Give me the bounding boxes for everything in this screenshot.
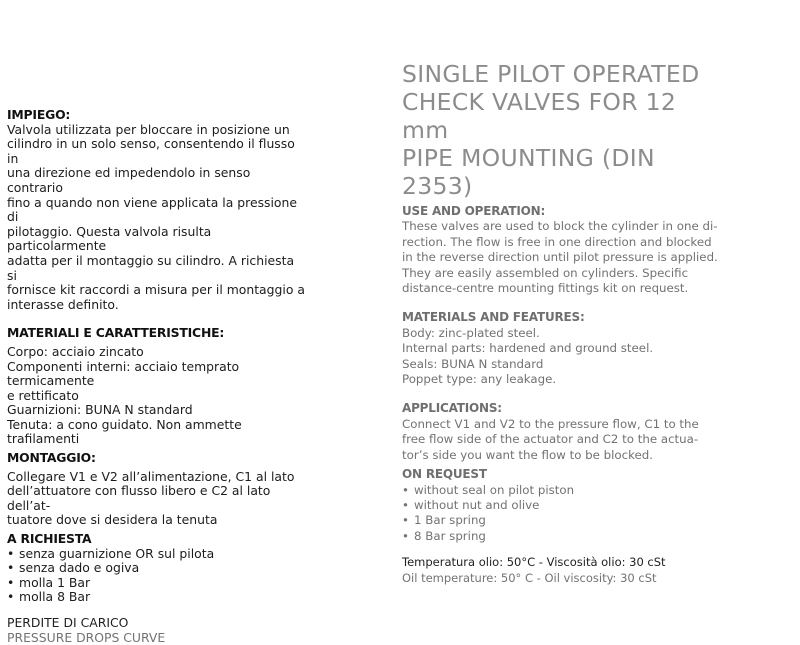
list-item: • senza dado e ogiva xyxy=(7,560,140,576)
temperature-it: Temperatura olio: 50°C - Viscosità olio: 30 cSt xyxy=(402,555,666,570)
applications-heading: APPLICATIONS: xyxy=(402,401,502,416)
materiali-text: Corpo: acciaio zincato Componenti interni: acciaio temprato termicamente e rettificato Guarnizioni: BUNA N standard Tenuta: a cono guidato. Non ammette trafilamenti xyxy=(7,343,242,447)
list-item: • 8 Bar spring xyxy=(402,528,486,543)
materiali-heading: MATERIALI E CARATTERISTICHE: xyxy=(7,325,225,341)
impiego-text: Valvola utilizzata per bloccare in posizione un cilindro in un solo senso, consentendo il flusso in una direzione ed impedendolo in senso contrario fino a quando non viene applicata la pressione di pilotaggio. Questa valvola risulta particolarmente adatta per il montaggio su cilindro. A richiesta si fornisce kit raccordi a misura per il montaggio a interasse definito. xyxy=(7,121,305,312)
english-column xyxy=(402,60,722,586)
materials-heading: MATERIALS AND FEATURES: xyxy=(402,310,585,325)
page-title: SINGLE PILOT OPERATED CHECK VALVES FOR 12 mm PIPE MOUNTING (DIN 2353) xyxy=(402,60,700,200)
list-item: • without seal on pilot piston xyxy=(402,482,575,497)
list-item: • without nut and olive xyxy=(402,497,540,512)
use-text: These valves are used to block the cylinder in one di- rection. The flow is free in one direction and blocked in the reverse direction until pilot pressure is applied. They are easily assembled on cylinders. Specific distance-centre mounting fittings kit on request. xyxy=(402,219,718,296)
applications-text: Connect V1 and V2 to the pressure flow, C1 to the free flow side of the actuator and C2 to the actua- tor’s side you want the flow to be blocked. xyxy=(402,416,699,462)
list-item: • molla 8 Bar xyxy=(7,589,91,605)
list-item: • senza guarnizione OR sul pilota xyxy=(7,545,215,561)
richiesta-heading: A RICHIESTA xyxy=(7,531,92,547)
list-item: • 1 Bar spring xyxy=(402,513,486,528)
materials-text: Body: zinc-plated steel. Internal parts: hardened and ground steel. Seals: BUNA N standard Poppet type: any leakage. xyxy=(402,325,654,387)
on-request-heading: ON REQUEST xyxy=(402,467,487,482)
montaggio-heading: MONTAGGIO: xyxy=(7,450,96,466)
use-heading: USE AND OPERATION: xyxy=(402,204,546,218)
italian-column xyxy=(7,108,307,645)
impiego-heading: IMPIEGO: xyxy=(7,107,71,122)
richiesta-list xyxy=(7,547,307,605)
list-item: • molla 1 Bar xyxy=(7,574,91,590)
temperature-en: Oil temperature: 50° C - Oil viscosity: 30 cSt xyxy=(402,570,657,585)
perdite-label: PERDITE DI CARICO xyxy=(7,615,129,630)
pressure-drops-label: PRESSURE DROPS CURVE xyxy=(7,629,166,645)
on-request-list xyxy=(402,483,722,545)
montaggio-text: Collegare V1 e V2 all’alimentazione, C1 al lato dell’attuatore con flusso libero e C2 al lato dell’at- tuatore dove si desidera la tenuta xyxy=(7,468,295,528)
